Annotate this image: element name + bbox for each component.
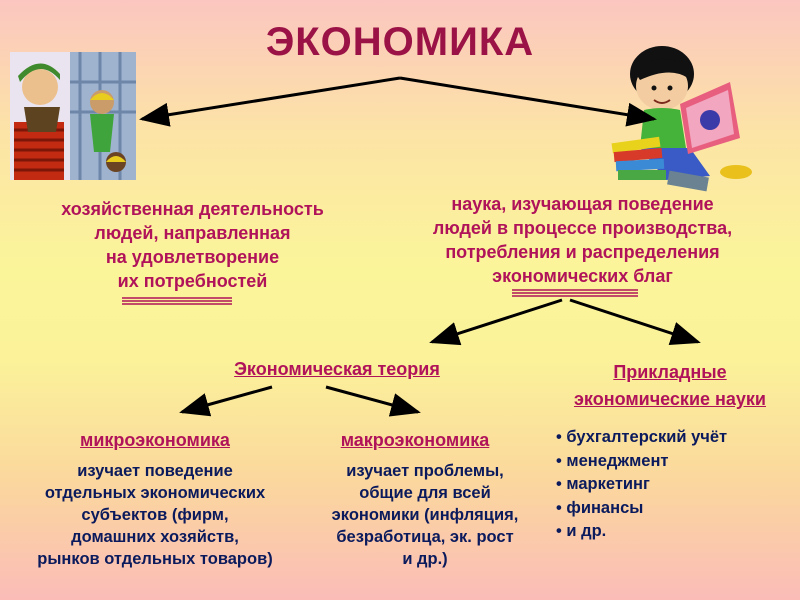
description-line: субъектов (фирм, xyxy=(81,506,229,524)
definition-line: хозяйственная деятельность xyxy=(61,199,324,219)
definition-line: людей, направленная xyxy=(94,223,291,243)
heading-line: экономические науки xyxy=(573,389,766,409)
list-item: • менеджмент xyxy=(556,450,796,474)
microeconomics-heading: микроэкономика xyxy=(80,430,230,450)
description-line: общие для всей xyxy=(359,484,491,502)
list-item: • бухгалтерский учёт xyxy=(556,426,796,450)
arrow-to-macro xyxy=(326,387,418,412)
definition-line: потребления и распределения xyxy=(445,242,720,262)
definition-line: их потребностей xyxy=(117,271,268,291)
economic-theory-heading: Экономическая теория xyxy=(234,359,440,379)
definition-line: наука, изучающая поведение xyxy=(451,194,714,214)
definition-line: людей в процессе производства, xyxy=(432,218,733,238)
description-line: безработица, эк. рост xyxy=(336,528,514,546)
macroeconomics-description xyxy=(300,460,550,570)
economy-activity-definition xyxy=(20,197,365,293)
arrow-to-left-definition xyxy=(142,78,400,119)
definition-line: экономических благ xyxy=(492,266,673,286)
description-line: домашних хозяйств, xyxy=(71,528,239,546)
microeconomics-description xyxy=(0,460,310,570)
right-definition-underline xyxy=(512,290,638,296)
description-line: изучает проблемы, xyxy=(346,462,504,480)
applied-sciences-list xyxy=(556,426,796,544)
arrow-to-right-definition xyxy=(400,78,654,119)
left-definition-underline xyxy=(122,298,232,304)
list-item: • маркетинг xyxy=(556,473,796,497)
description-line: экономики (инфляция, xyxy=(331,506,519,524)
description-line: рынков отдельных товаров) xyxy=(37,550,273,568)
economy-science-definition xyxy=(400,192,765,288)
applied-sciences-heading xyxy=(540,359,800,413)
heading-line: Прикладные xyxy=(613,362,727,382)
description-line: изучает поведение xyxy=(77,462,233,480)
description-line: и др.) xyxy=(402,550,448,568)
arrow-to-micro xyxy=(182,387,272,412)
macroeconomics-heading: макроэкономика xyxy=(340,430,490,450)
description-line: отдельных экономических xyxy=(44,484,266,502)
definition-line: на удовлетворение xyxy=(105,247,280,267)
list-item: • и др. xyxy=(556,520,796,544)
page-title: ЭКОНОМИКА xyxy=(265,20,535,64)
arrow-to-applied xyxy=(570,300,698,342)
list-item: • финансы xyxy=(556,497,796,521)
arrow-to-theory xyxy=(432,300,562,342)
